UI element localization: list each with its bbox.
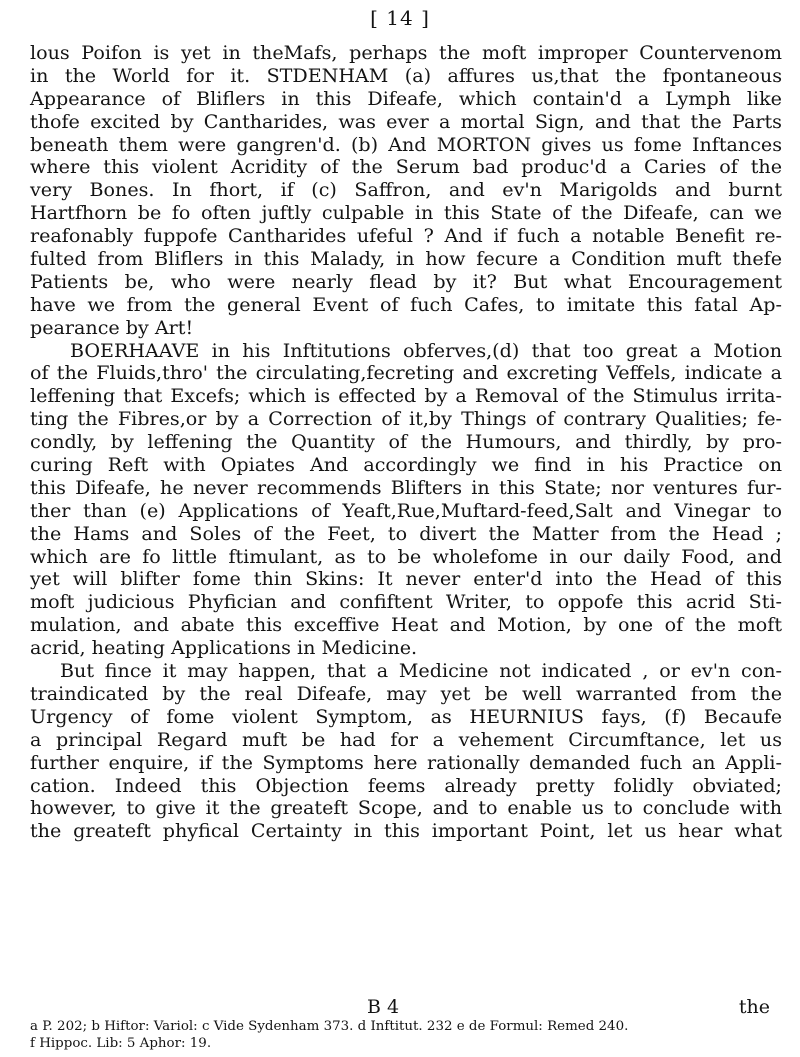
text-line: But fince it may happen, that a Medicine not indicated , or ev'n con- bbox=[60, 659, 782, 683]
text-line: ther than (e) Applications of Yeaft,Rue,Muftard-feed,Salt and Vinegar to bbox=[30, 498, 782, 522]
text-line: pearance by Art! bbox=[30, 315, 194, 339]
text-line: of the Fluids,thro' the circulating,fecreting and excreting Veffels, indicate a bbox=[30, 361, 782, 385]
footnote-line: a P. 202; b Hiftor: Variol: c Vide Sydenham 373. d Inftitut. 232 e de Formul: Remed 240. bbox=[30, 1019, 629, 1034]
text-line: a principal Regard muft be had for a vehement Circumftance, let us bbox=[30, 727, 782, 751]
text-line: curing Reft with Opiates And accordingly we find in his Practice on bbox=[30, 453, 782, 477]
footnote-line: f Hippoc. Lib: 5 Aphor: 19. bbox=[30, 1036, 212, 1051]
text-line: lous Poifon is yet in theMafs, perhaps the moft improper Countervenom bbox=[30, 41, 782, 64]
text-line: Appearance of Bliflers in this Difeafe, which contain'd a Lymph like bbox=[30, 86, 782, 110]
text-line: mulation, and abate this exceffive Heat and Motion, by one of the moft bbox=[30, 613, 782, 637]
text-line: yet will blifter fome thin Skins: It never enter'd into the Head of this bbox=[30, 567, 782, 591]
text-line: cation. Indeed this Objection feems already pretty folidly obviated; bbox=[30, 773, 782, 797]
text-line: condly, by leffening the Quantity of the Humours, and thirdly, by pro- bbox=[30, 430, 782, 454]
text-line: the Hams and Soles of the Feet, to divert the Matter from the Head ; bbox=[30, 521, 782, 545]
text-line: reafonably fuppofe Cantharides ufeful ? And if fuch a notable Benefit re- bbox=[30, 224, 782, 248]
text-line: thofe excited by Cantharides, was ever a mortal Sign, and that the Parts bbox=[30, 109, 782, 133]
text-line: Hartfhorn be fo often juftly culpable in this State of the Difeafe, can we bbox=[30, 201, 782, 225]
text-line: fulted from Bliflers in this Malady, in how fecure a Condition muft thefe bbox=[30, 247, 782, 271]
text-line: BOERHAAVE in his Inftitutions obferves,(d) that too great a Motion bbox=[70, 338, 782, 362]
text-line: Patients be, who were nearly flead by it? But what Encouragement bbox=[30, 269, 782, 293]
text-line: in the World for it. STDENHAM (a) affures us,that the fpontaneous bbox=[30, 63, 782, 87]
page-number: [ 14 ] bbox=[370, 6, 430, 30]
text-line: further enquire, if the Symptoms here rationally demanded fuch an Appli- bbox=[30, 750, 782, 774]
text-line: ting the Fibres,or by a Correction of it,by Things of contrary Qualities; fe- bbox=[30, 407, 782, 431]
text-line: where this violent Acridity of the Serum bad produc'd a Caries of the bbox=[30, 155, 782, 179]
catchword: the bbox=[738, 996, 770, 1018]
text-line: which are fo little ftimulant, as to be wholefome in our daily Food, and bbox=[30, 544, 782, 568]
signature-mark: B 4 bbox=[367, 996, 400, 1018]
text-line: beneath them were gangren'd. (b) And MORTON gives us fome Inftances bbox=[30, 132, 782, 156]
text-line: acrid, heating Applications in Medicine. bbox=[30, 636, 418, 660]
text-line: however, to give it the greateft Scope, and to enable us to conclude with bbox=[30, 796, 782, 820]
text-line: Urgency of fome violent Symptom, as HEURNIUS fays, (f) Becaufe bbox=[30, 704, 782, 728]
text-line: traindicated by the real Difeafe, may yet be well warranted from the bbox=[30, 681, 782, 705]
text-line: have we from the general Event of fuch Cafes, to imitate this fatal Ap- bbox=[30, 292, 782, 316]
footnotes bbox=[30, 1018, 782, 1052]
text-line: leffening that Excefs; which is effected by a Removal of the Stimulus irrita- bbox=[30, 384, 782, 408]
body-text bbox=[30, 42, 782, 843]
text-line: moft judicious Phyfician and confiftent Writer, to oppofe this acrid Sti- bbox=[30, 590, 782, 614]
text-line: very Bones. In fhort, if (c) Saffron, and ev'n Marigolds and burnt bbox=[30, 178, 782, 202]
text-line: the greateft phyfical Certainty in this important Point, let us hear what bbox=[30, 819, 782, 843]
text-line: this Difeafe, he never recommends Blifters in this State; nor ventures fur- bbox=[30, 475, 782, 499]
